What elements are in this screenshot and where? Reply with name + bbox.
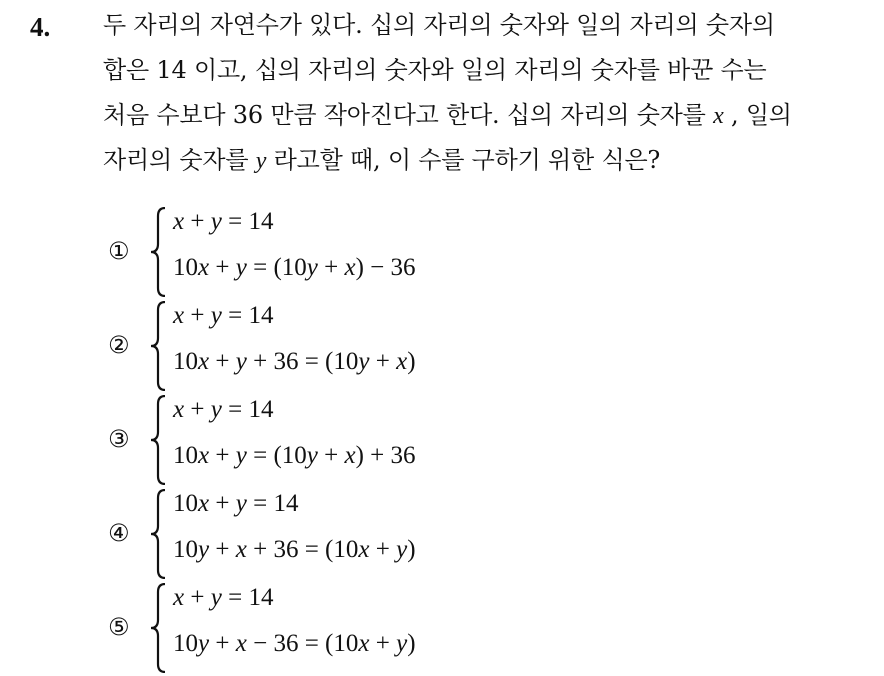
equation-2: 10x + y = (10y + x) − 36 — [173, 254, 416, 281]
stem-text: , 일의 — [723, 101, 792, 129]
left-brace-icon — [146, 583, 168, 673]
left-brace-icon — [146, 489, 168, 579]
stem-line — [103, 100, 792, 131]
option-5[interactable] — [0, 581, 500, 675]
option-2[interactable] — [0, 299, 500, 393]
variable-y: y — [255, 148, 267, 174]
left-brace-icon — [146, 395, 168, 485]
equation-2: 10y + x + 36 = (10x + y) — [173, 536, 416, 563]
equation-2: 10y + x − 36 = (10x + y) — [173, 630, 416, 657]
equation-1: 10x + y = 14 — [173, 490, 299, 517]
option-marker: ④ — [108, 519, 130, 547]
option-1[interactable] — [0, 205, 500, 299]
equation-2: 10x + y = (10y + x) + 36 — [173, 442, 416, 469]
stem-text: 라고할 때, 이 수를 구하기 위한 식은? — [266, 146, 661, 174]
equation-2: 10x + y + 36 = (10y + x) — [173, 348, 416, 375]
left-brace-icon — [146, 301, 168, 391]
left-brace-icon — [146, 207, 168, 297]
option-marker: ② — [108, 331, 130, 359]
variable-x: x — [713, 103, 724, 129]
stem-line: 합은 14 이고, 십의 자리의 숫자와 일의 자리의 숫자를 바꾼 수는 — [103, 56, 767, 84]
option-3[interactable] — [0, 393, 500, 487]
option-marker: ⑤ — [108, 613, 130, 641]
equation-1: x + y = 14 — [173, 584, 274, 611]
equation-1: x + y = 14 — [173, 302, 274, 329]
equation-1: x + y = 14 — [173, 208, 274, 235]
stem-line: 두 자리의 자연수가 있다. 십의 자리의 숫자와 일의 자리의 숫자의 — [103, 11, 775, 39]
equation-1: x + y = 14 — [173, 396, 274, 423]
option-4[interactable] — [0, 487, 500, 581]
option-marker: ① — [108, 237, 130, 265]
stem-line — [103, 145, 660, 176]
stem-text: 자리의 숫자를 — [103, 146, 256, 174]
question-number: 4. — [30, 12, 51, 42]
stem-text: 처음 수보다 36 만큼 작아진다고 한다. 십의 자리의 숫자를 — [103, 101, 714, 129]
option-marker: ③ — [108, 425, 130, 453]
